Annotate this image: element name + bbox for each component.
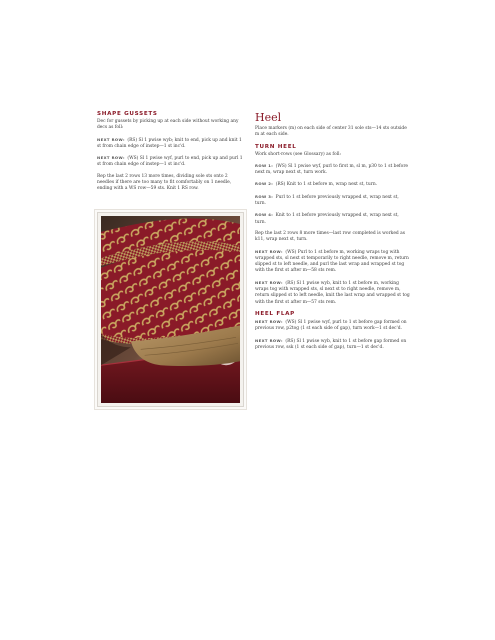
row-label: NEXT ROW: bbox=[255, 337, 283, 343]
gusset-row bbox=[97, 155, 245, 169]
row-text: Knit to 1 st before previously wrapped st, wrap next st, turn. bbox=[255, 213, 399, 225]
row-text: Rep the last 2 rows 13 more times, dividing sole sts onto 2 needles if there are too many to fit comfortably on 1 needle, ending with a WS row—59 sts. Knit 1 RS row. bbox=[97, 173, 232, 192]
row-text: (RS) Sl 1 pwise wyb, knit to 1 st before gap formed on previous row, ssk (1 st each side of gap), turn—1 st dec'd. bbox=[255, 338, 407, 350]
flap-row bbox=[255, 338, 410, 352]
row-label: ROW 1: bbox=[255, 162, 274, 168]
turn-row bbox=[255, 249, 410, 275]
heel-title: Heel bbox=[255, 111, 282, 124]
row-text: (WS) Sl 1 pwise wyf, purl to 1 st before gap formed on previous row, p2tog (1 st each side of gap), turn work—1 st dec'd. bbox=[255, 319, 407, 332]
row-text: (RS) Sl 1 pwise wyb; knit to end, pick up and knit 1 st from chain edge of instep—1 st inc'd. bbox=[97, 137, 242, 149]
gusset-row bbox=[97, 137, 245, 151]
row-text: (RS) Knit to 1 st before m, wrap next st, turn. bbox=[275, 182, 378, 188]
turn-row bbox=[255, 194, 410, 208]
turn-intro: Work short-rows (see Glossary) as foll: bbox=[255, 151, 341, 157]
row-label: NEXT ROW: bbox=[97, 136, 125, 142]
row-text: (WS) Sl 1 pwise wyf, purl to end, pick up and purl 1 st from chain edge of instep—1 st inc'd. bbox=[97, 156, 243, 168]
shape-gussets-heading: SHAPE GUSSETS bbox=[97, 111, 158, 117]
row-label: NEXT ROW: bbox=[255, 318, 283, 324]
row-text: (WS) Sl 1 pwise wyf, purl to first m, sl m, p30 to 1 st before next m, wrap next st, turn work. bbox=[255, 163, 409, 176]
row-label: ROW 3: bbox=[255, 193, 274, 199]
row-label: NEXT ROW: bbox=[255, 279, 283, 285]
gusset-intro: Dec for gussets by picking up at each side without working any decs as foll: bbox=[97, 119, 239, 131]
knitted-sock-heel-photo bbox=[101, 216, 240, 403]
row-label: ROW 4: bbox=[255, 212, 274, 218]
row-text: Purl to 1 st before previously wrapped st, wrap next st, turn. bbox=[255, 194, 399, 207]
row-label: NEXT ROW: bbox=[97, 155, 125, 161]
flap-row bbox=[255, 319, 410, 333]
row-text: (WS) Purl to 1 st before m, working wraps tog with wrapped sts, sl next st temporarily to right needle, remove m, return slipped st to left needle, and purl the last wrap and wrapped st tog with the first st after m—58 sts rem. bbox=[255, 249, 409, 274]
turn-row bbox=[255, 280, 410, 306]
photo-frame bbox=[97, 212, 244, 407]
turn-heel-heading: TURN HEEL bbox=[255, 143, 297, 150]
row-label: NEXT ROW: bbox=[255, 248, 283, 254]
row-label: ROW 2: bbox=[255, 181, 274, 187]
turn-row bbox=[255, 212, 410, 226]
turn-row bbox=[255, 181, 410, 188]
right-column bbox=[255, 111, 410, 356]
heel-flap-heading: HEEL FLAP bbox=[255, 310, 295, 317]
left-column bbox=[97, 111, 245, 198]
gusset-repeat bbox=[97, 174, 245, 193]
row-text: Rep the last 2 rows 8 more times—last row completed is worked as k11, wrap next st, turn. bbox=[255, 230, 406, 243]
heel-intro: Place markers (m) on each side of center 31 sole sts—14 sts outside m at each side. bbox=[255, 126, 407, 138]
turn-repeat bbox=[255, 231, 410, 244]
row-text: (RS) Sl 1 pwise wyb, knit to 1 st before m, working wraps tog with wrapped sts, sl next st to right needle, remove m, return slipped st to left needle, knit the last wrap and wrapped st tog with the first st after m—57 sts rem. bbox=[255, 280, 410, 305]
turn-row bbox=[255, 163, 410, 177]
